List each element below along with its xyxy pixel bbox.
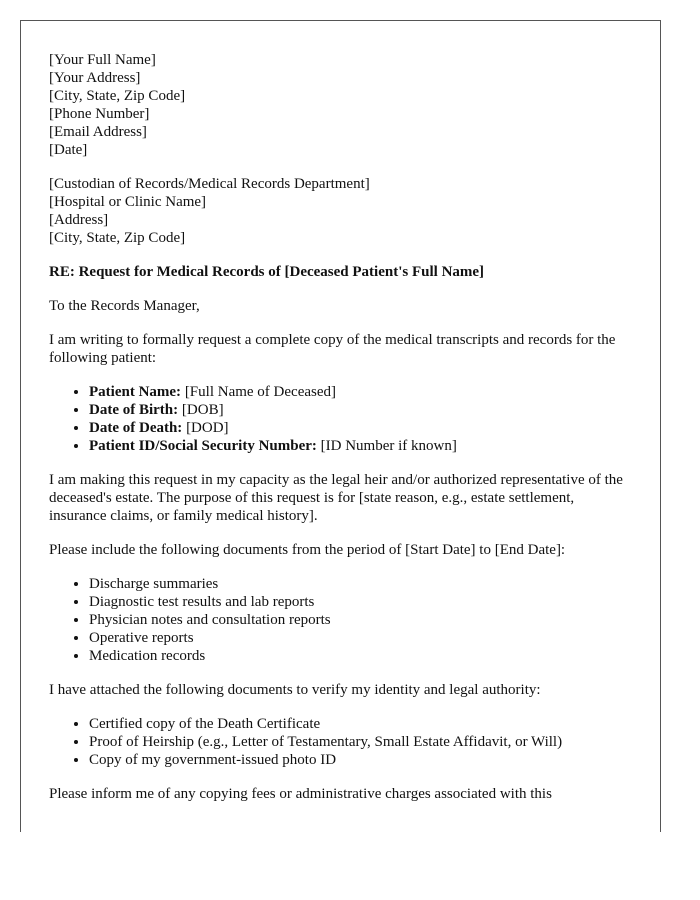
- patient-detail-label: Date of Death:: [89, 420, 183, 436]
- letter-content: [49, 51, 634, 803]
- patient-detail-value: [DOB]: [178, 402, 224, 418]
- requested-documents-list: [49, 575, 634, 665]
- attachments-intro: I have attached the following documents to verify my identity and legal authority:: [49, 682, 541, 698]
- closing-paragraph: Please inform me of any copying fees or administrative charges associated with this: [49, 786, 552, 802]
- patient-detail-item: [89, 437, 634, 455]
- recipient-address: [Address]: [49, 212, 109, 228]
- sender-email: [Email Address]: [49, 124, 147, 140]
- attachment-item: • Copy of my government-issued photo ID: [89, 751, 634, 769]
- patient-detail-item: [89, 401, 634, 419]
- patient-details-list: [49, 383, 634, 455]
- patient-detail-label: Date of Birth:: [89, 402, 179, 418]
- sender-city-state-zip: [City, State, Zip Code]: [49, 88, 186, 104]
- letter-date: [Date]: [49, 142, 88, 158]
- recipient-facility: [Hospital or Clinic Name]: [49, 194, 207, 210]
- requested-document-item: • Discharge summaries: [89, 575, 634, 593]
- requested-document-item: • Medication records: [89, 647, 634, 665]
- attachments-list: [49, 715, 634, 769]
- capacity-paragraph: I am making this request in my capacity as the legal heir and/or authorized representative of the deceased's estate. The purpose of this request is for [state reason, e.g., estate settlement, insurance claims, or family medical history].: [49, 472, 623, 524]
- attachment-item: • Certified copy of the Death Certificate: [89, 715, 634, 733]
- subject-line: RE: Request for Medical Records of [Deceased Patient's Full Name]: [49, 264, 485, 280]
- sender-address: [Your Address]: [49, 70, 141, 86]
- recipient-city-state-zip: [City, State, Zip Code]: [49, 230, 186, 246]
- salutation: To the Records Manager,: [49, 298, 200, 314]
- patient-detail-value: [ID Number if known]: [316, 438, 457, 454]
- letter-page: [20, 20, 661, 832]
- attachment-item: • Proof of Heirship (e.g., Letter of Testamentary, Small Estate Affidavit, or Will): [89, 733, 634, 751]
- sender-name: [Your Full Name]: [49, 52, 156, 68]
- patient-detail-label: Patient ID/Social Security Number:: [89, 438, 317, 454]
- requested-document-item: • Physician notes and consultation reports: [89, 611, 634, 629]
- documents-intro: Please include the following documents from the period of [Start Date] to [End Date]:: [49, 542, 566, 558]
- patient-detail-item: [89, 419, 634, 437]
- patient-detail-item: [89, 383, 634, 401]
- recipient-department: [Custodian of Records/Medical Records Department]: [49, 176, 370, 192]
- requested-document-item: • Operative reports: [89, 629, 634, 647]
- patient-detail-value: [Full Name of Deceased]: [181, 384, 336, 400]
- requested-document-item: • Diagnostic test results and lab reports: [89, 593, 634, 611]
- sender-address-block: [49, 51, 634, 159]
- recipient-address-block: [49, 175, 634, 247]
- patient-detail-value: [DOD]: [182, 420, 229, 436]
- intro-paragraph: I am writing to formally request a complete copy of the medical transcripts and records for the following patient:: [49, 332, 616, 366]
- patient-detail-label: Patient Name:: [89, 384, 182, 400]
- sender-phone: [Phone Number]: [49, 106, 150, 122]
